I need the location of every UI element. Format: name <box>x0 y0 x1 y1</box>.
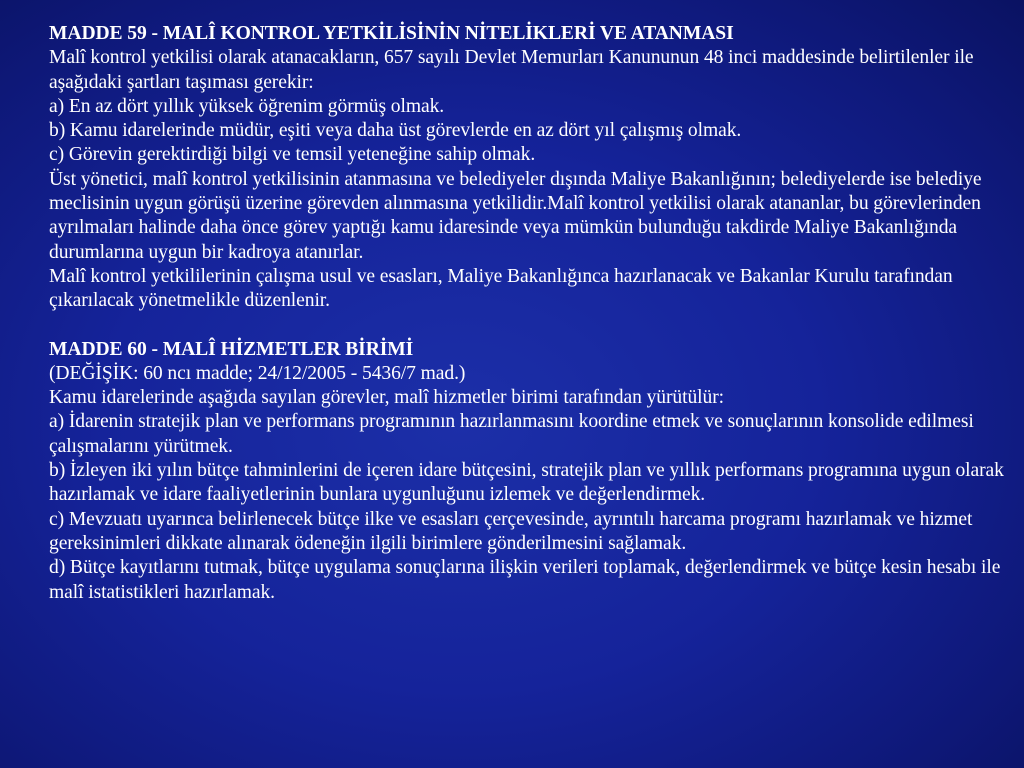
madde-60-item-b: b) İzleyen iki yılın bütçe tahminlerini de içeren idare bütçesini, stratejik plan ve yıllık performans programına uygun olarak hazırlamak ve idare faaliyetlerinin bunlara uygunluğunu izlemek ve değerlendirmek. <box>49 460 1004 506</box>
madde-60-item-c: c) Mevzuatı uyarınca belirlenecek bütçe ilke ve esasları çerçevesinde, ayrıntılı harcama programı hazırlamak ve hizmet gereksinimleri dikkate alınarak ödeneğin ilgili birimlere gönderilmesini sağlamak. <box>49 508 973 554</box>
madde-60-item-a: a) İdarenin stratejik plan ve performans programının hazırlanmasını koordine etmek ve sonuçlarının konsolide edilmesi çalışmalarını yürütmek. <box>49 411 974 457</box>
madde-59-item-a: a) En az dört yıllık yüksek öğrenim görmüş olmak. <box>49 95 445 117</box>
madde-59-item-c: c) Görevin gerektirdiği bilgi ve temsil yeteneğine sahip olmak. <box>49 144 536 166</box>
madde-60-heading: MADDE 60 - MALÎ HİZMETLER BİRİMİ <box>49 338 414 360</box>
madde-60-amendment-note: (DEĞİŞİK: 60 ncı madde; 24/12/2005 - 5436/7 mad.) <box>49 362 466 384</box>
madde-59-intro: Malî kontrol yetkilisi olarak atanacakların, 657 sayılı Devlet Memurları Kanununun 48 inci maddesinde belirtilenler ile aşağıdaki şartları taşıması gerekir: <box>49 47 974 93</box>
madde-59-item-b: b) Kamu idarelerinde müdür, eşiti veya daha üst görevlerde en az dört yıl çalışmış olmak. <box>49 120 742 142</box>
madde-59-appointment-paragraph: Üst yönetici, malî kontrol yetkilisinin atanmasına ve belediyeler dışında Maliye Bakanlığının; belediyelerde ise belediye meclisinin uygun görüşü üzerine görevden alınmasına yetkilidir.Malî kontrol yetkilisi olarak atananlar, bu görevlerinden ayrılmaları halinde daha önce görev yaptığı kamu idaresinde veya mümkün bulunduğu takdirde Maliye Bakanlığında durumlarına uygun bir kadroya atanırlar. <box>49 168 982 263</box>
madde-59-regulation-paragraph: Malî kontrol yetkililerinin çalışma usul ve esasları, Maliye Bakanlığınca hazırlanacak ve Bakanlar Kurulu tarafından çıkarılacak yönetmelikle düzenlenir. <box>49 265 953 312</box>
madde-59-heading: MADDE 59 - MALÎ KONTROL YETKİLİSİNİN NİTELİKLERİ VE ATANMASI <box>49 23 734 44</box>
section-spacer <box>49 314 1019 338</box>
madde-60-intro: Kamu idarelerinde aşağıda sayılan görevler, malî hizmetler birimi tarafından yürütülür: <box>49 387 724 409</box>
slide-content <box>49 22 1019 605</box>
madde-60-item-d: d) Bütçe kayıtlarını tutmak, bütçe uygulama sonuçlarına ilişkin verileri toplamak, değerlendirmek ve bütçe kesin hesabı ile malî istatistikleri hazırlamak. <box>49 557 1001 603</box>
